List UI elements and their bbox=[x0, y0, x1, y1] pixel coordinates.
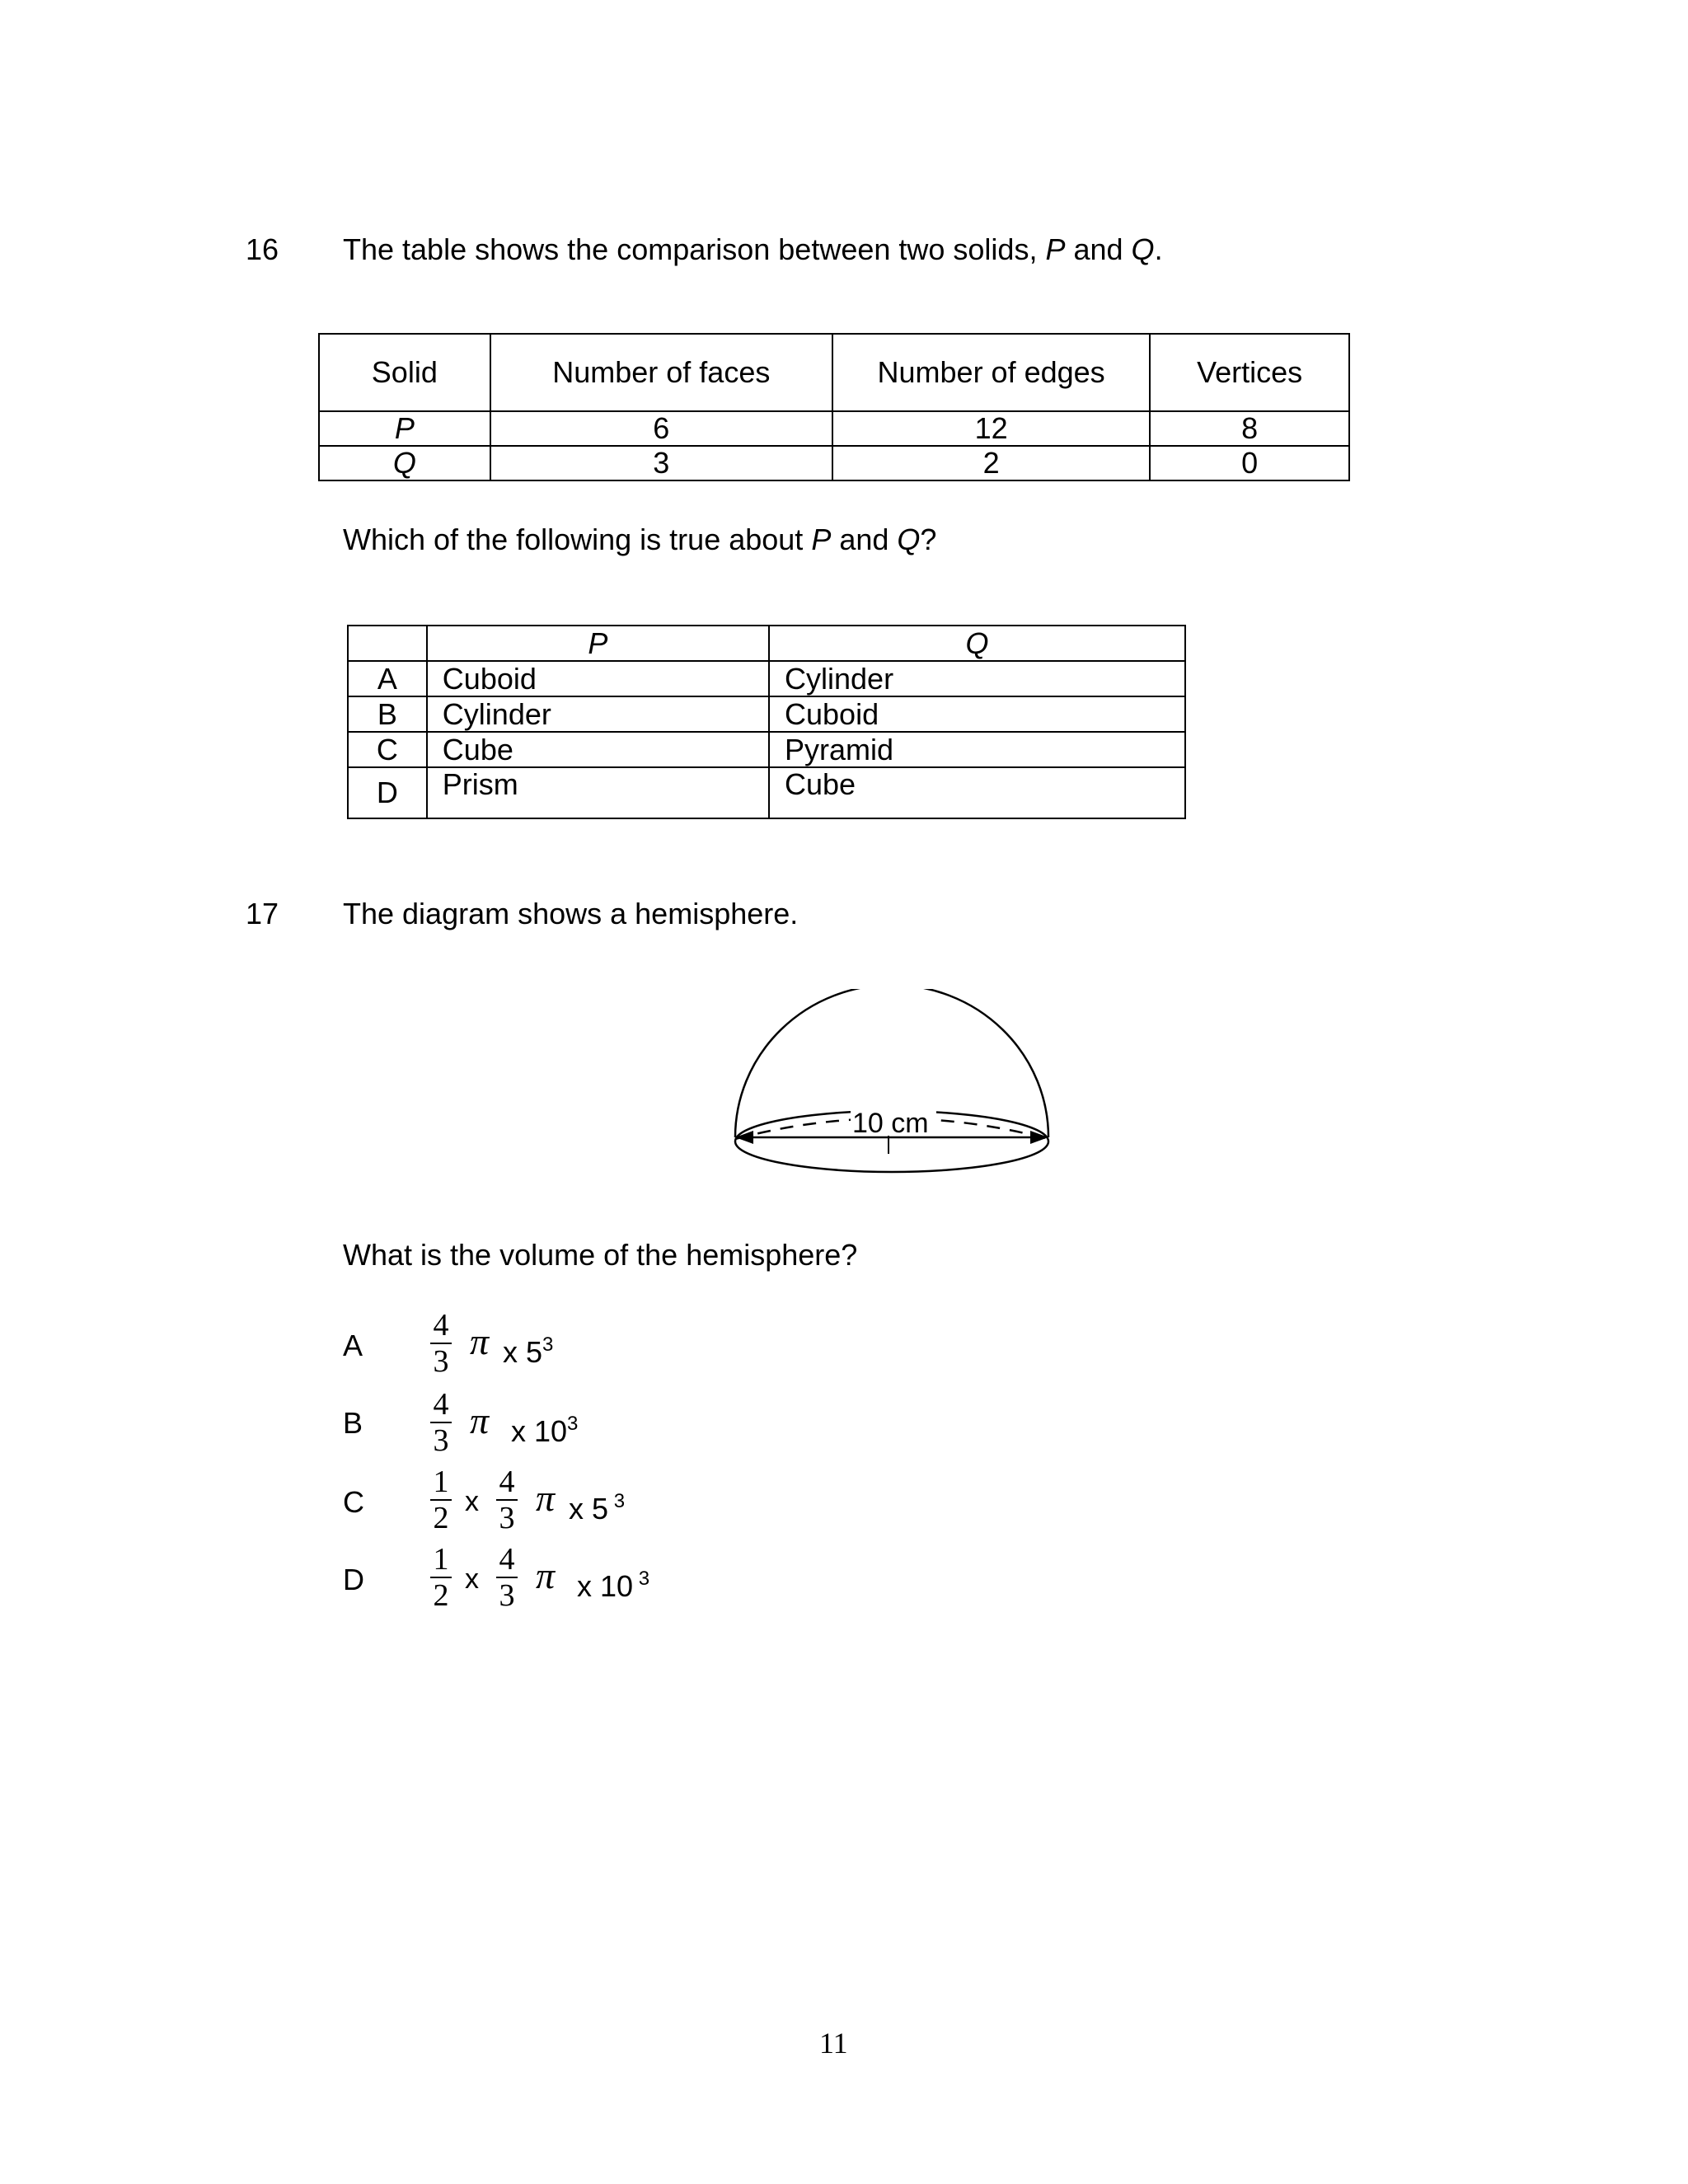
option-letter: D bbox=[343, 1563, 364, 1596]
fraction-numerator: 1 bbox=[433, 1465, 449, 1499]
fraction-numerator: 4 bbox=[433, 1308, 449, 1343]
option-letter: D bbox=[348, 767, 427, 818]
cell-edges: 12 bbox=[832, 411, 1150, 446]
tail-text: x 10 bbox=[569, 1569, 634, 1603]
page-number: 11 bbox=[819, 2027, 848, 2060]
multiply-sign: x bbox=[465, 1486, 479, 1517]
header-edges: Number of edges bbox=[832, 334, 1150, 411]
table-row bbox=[319, 411, 1349, 446]
header-vertices: Vertices bbox=[1150, 334, 1349, 411]
option-q: Cuboid bbox=[769, 696, 1185, 732]
option-letter: A bbox=[343, 1329, 363, 1362]
fraction-denominator: 3 bbox=[433, 1423, 449, 1458]
pi-symbol: π bbox=[470, 1320, 490, 1362]
prompt-solid-q: Q bbox=[897, 523, 921, 556]
stem-solid-p: P bbox=[1045, 232, 1066, 266]
option-q: Pyramid bbox=[769, 732, 1185, 767]
cell-edges: 2 bbox=[832, 446, 1150, 480]
fraction bbox=[427, 1543, 455, 1612]
arrow-right-icon bbox=[1030, 1131, 1048, 1144]
option-p: Prism bbox=[427, 767, 769, 818]
options-header-blank bbox=[348, 626, 427, 661]
fraction bbox=[427, 1309, 455, 1378]
prompt-end: ? bbox=[920, 523, 937, 556]
cell-faces: 3 bbox=[490, 446, 832, 480]
pi-symbol: π bbox=[536, 1554, 556, 1596]
header-solid: Solid bbox=[319, 334, 490, 411]
diameter-label: 10 cm bbox=[852, 1108, 929, 1139]
fraction bbox=[427, 1388, 455, 1457]
fraction-denominator: 2 bbox=[433, 1578, 449, 1613]
stem-and: and bbox=[1065, 232, 1132, 266]
expression-tail bbox=[503, 1329, 553, 1369]
options-header-p: P bbox=[427, 626, 769, 661]
fraction-numerator: 4 bbox=[433, 1387, 449, 1422]
option-letter: B bbox=[348, 696, 427, 732]
question-number-16: 16 bbox=[246, 232, 279, 266]
option-p: Cuboid bbox=[427, 661, 769, 696]
option-q: Cylinder bbox=[769, 661, 1185, 696]
expression-tail bbox=[569, 1563, 649, 1603]
stem-end: . bbox=[1154, 232, 1163, 266]
exponent: 3 bbox=[542, 1333, 554, 1356]
header-faces: Number of faces bbox=[490, 334, 832, 411]
pi-symbol: π bbox=[536, 1477, 556, 1519]
cell-faces: 6 bbox=[490, 411, 832, 446]
exponent: 3 bbox=[608, 1490, 626, 1512]
prompt-solid-p: P bbox=[811, 523, 832, 556]
cell-solid: Q bbox=[319, 446, 490, 480]
tail-text: x 5 bbox=[569, 1492, 609, 1526]
table-row bbox=[319, 446, 1349, 480]
question-number-17: 17 bbox=[246, 897, 279, 930]
stem-solid-q: Q bbox=[1131, 232, 1155, 266]
fraction-denominator: 3 bbox=[499, 1578, 515, 1613]
expression-tail bbox=[569, 1485, 625, 1526]
option-letter: B bbox=[343, 1406, 363, 1440]
solids-comparison-table bbox=[318, 333, 1350, 481]
prompt-text: Which of the following is true about bbox=[343, 523, 812, 556]
tail-text: x 10 bbox=[503, 1414, 568, 1448]
option-letter: C bbox=[348, 732, 427, 767]
question-17-prompt: What is the volume of the hemisphere? bbox=[343, 1238, 858, 1272]
fraction-denominator: 3 bbox=[499, 1501, 515, 1535]
option-p: Cylinder bbox=[427, 696, 769, 732]
fraction-denominator: 2 bbox=[433, 1501, 449, 1535]
stem-text: The table shows the comparison between two solids, bbox=[343, 232, 1046, 266]
prompt-and: and bbox=[831, 523, 898, 556]
option-row[interactable] bbox=[348, 732, 1185, 767]
option-q: Cube bbox=[769, 767, 1185, 818]
question-16-prompt bbox=[343, 523, 936, 557]
fraction-numerator: 1 bbox=[433, 1542, 449, 1577]
expression-tail bbox=[503, 1408, 578, 1448]
option-row[interactable] bbox=[348, 661, 1185, 696]
exponent: 3 bbox=[633, 1568, 650, 1590]
table-header-row bbox=[319, 334, 1349, 411]
pi-symbol: π bbox=[470, 1399, 490, 1441]
fraction-numerator: 4 bbox=[499, 1465, 515, 1499]
option-letter: C bbox=[343, 1485, 364, 1519]
cell-solid: P bbox=[319, 411, 490, 446]
exponent: 3 bbox=[567, 1413, 579, 1435]
option-row[interactable] bbox=[348, 696, 1185, 732]
question-16-stem bbox=[343, 232, 1163, 267]
option-letter: A bbox=[348, 661, 427, 696]
arrow-left-icon bbox=[735, 1131, 753, 1144]
options-header-row bbox=[348, 626, 1185, 661]
question-17-stem: The diagram shows a hemisphere. bbox=[343, 897, 799, 930]
tail-text: x 5 bbox=[503, 1335, 543, 1369]
fraction bbox=[493, 1465, 521, 1535]
cell-vertices: 0 bbox=[1150, 446, 1349, 480]
hemisphere-diagram bbox=[725, 989, 1071, 1203]
options-header-q: Q bbox=[769, 626, 1185, 661]
multiply-sign: x bbox=[465, 1563, 479, 1595]
option-row[interactable] bbox=[348, 767, 1185, 818]
answer-options-table bbox=[347, 625, 1186, 819]
fraction bbox=[427, 1465, 455, 1535]
cell-vertices: 8 bbox=[1150, 411, 1349, 446]
fraction-denominator: 3 bbox=[433, 1344, 449, 1379]
fraction-numerator: 4 bbox=[499, 1542, 515, 1577]
fraction bbox=[493, 1543, 521, 1612]
option-p: Cube bbox=[427, 732, 769, 767]
